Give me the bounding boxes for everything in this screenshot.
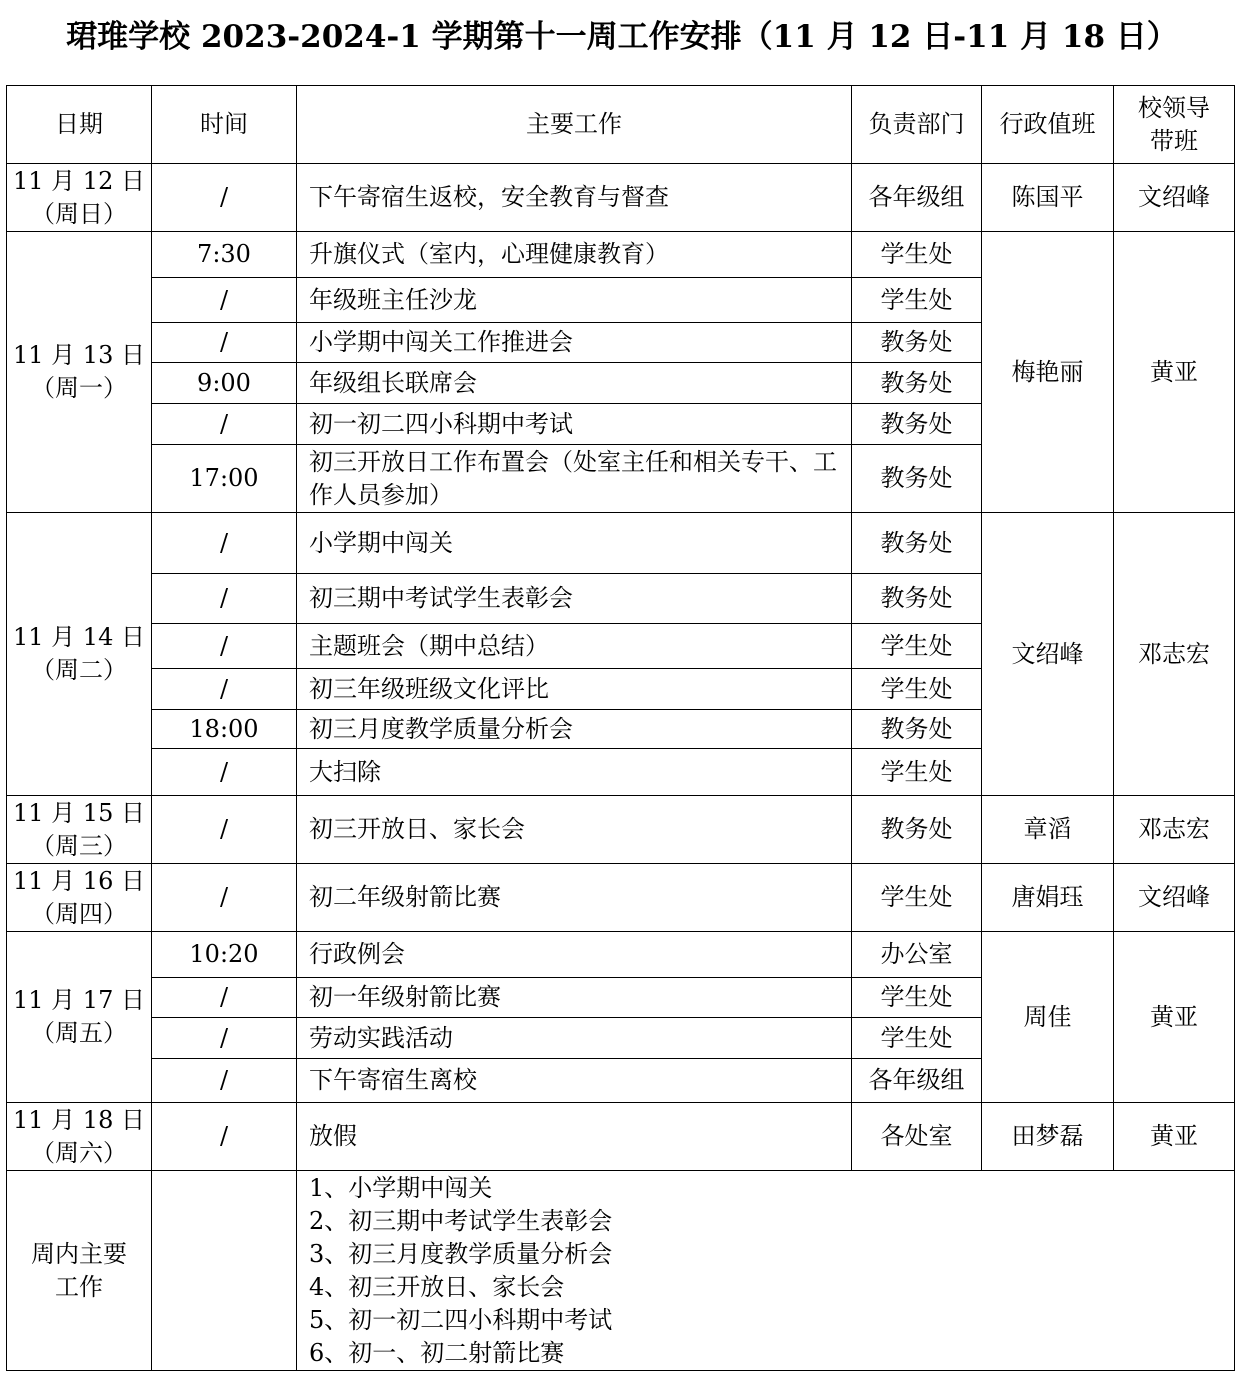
work-cell: 下午寄宿生返校，安全教育与督查 [297,164,852,232]
date-cell [7,796,152,864]
weekday-text: （周一） [31,374,127,402]
date-text: 11 月 12 日 [13,166,145,195]
time-cell: / [152,624,297,669]
time-cell: / [152,278,297,323]
summary-list [297,1171,1235,1371]
date-cell [7,864,152,932]
dept-cell: 学生处 [852,624,982,669]
work-cell: 初三期中考试学生表彰会 [297,574,852,624]
date-cell [7,232,152,513]
work-cell: 劳动实践活动 [297,1018,852,1059]
duty-cell: 陈国平 [982,164,1114,232]
summary-row [7,1171,1235,1371]
work-cell: 主题班会（期中总结） [297,624,852,669]
time-cell: / [152,749,297,796]
header-time: 时间 [152,86,297,164]
work-cell: 初三年级班级文化评比 [297,669,852,710]
dept-cell: 教务处 [852,363,982,404]
duty-cell: 周佳 [982,932,1114,1103]
dept-cell: 各年级组 [852,164,982,232]
work-cell: 升旗仪式（室内，心理健康教育） [297,232,852,278]
work-cell: 初二年级射箭比赛 [297,864,852,932]
time-cell: / [152,323,297,363]
leader-cell: 文绍峰 [1114,864,1235,932]
list-item: 3、初三月度教学质量分析会 [309,1239,613,1268]
date-text: 11 月 17 日 [13,986,145,1014]
summary-label-line1: 周内主要 [31,1239,127,1268]
work-cell: 小学期中闯关 [297,513,852,574]
time-cell: / [152,978,297,1018]
weekday-text: （周五） [31,1019,127,1047]
header-leader [1114,86,1235,164]
table-row [7,513,1235,574]
leader-cell: 文绍峰 [1114,164,1235,232]
work-cell: 初一初二四小科期中考试 [297,404,852,445]
list-item: 4、初三开放日、家长会 [309,1272,565,1301]
list-item: 6、初一、初二射箭比赛 [309,1338,565,1367]
work-cell: 初三开放日工作布置会（处室主任和相关专干、工作人员参加） [297,445,852,513]
weekday-text: （周日） [31,199,127,228]
dept-cell: 学生处 [852,669,982,710]
date-text: 11 月 13 日 [13,341,145,369]
table-row [7,932,1235,978]
date-text: 11 月 16 日 [13,866,145,895]
dept-cell: 教务处 [852,404,982,445]
work-cell: 下午寄宿生离校 [297,1059,852,1103]
work-cell: 年级班主任沙龙 [297,278,852,323]
time-cell: / [152,513,297,574]
dept-cell: 各处室 [852,1103,982,1171]
time-cell: / [152,1018,297,1059]
header-leader-line2: 带班 [1150,126,1198,155]
duty-cell: 文绍峰 [982,513,1114,796]
duty-cell: 唐娟珏 [982,864,1114,932]
weekday-text: （周三） [31,831,127,860]
work-cell: 放假 [297,1103,852,1171]
list-item: 1、小学期中闯关 [309,1173,493,1202]
table-row [7,1103,1235,1171]
header-leader-line1: 校领导 [1138,93,1210,122]
leader-cell: 黄亚 [1114,232,1235,513]
duty-cell: 梅艳丽 [982,232,1114,513]
time-cell: / [152,574,297,624]
weekday-text: （周四） [31,899,127,928]
list-item: 2、初三期中考试学生表彰会 [309,1206,613,1235]
page-title: 珺琟学校 2023-2024-1 学期第十一周工作安排（11 月 12 日-11 月 18 日） [66,19,1178,55]
time-cell: / [152,1059,297,1103]
dept-cell: 学生处 [852,864,982,932]
work-cell: 初一年级射箭比赛 [297,978,852,1018]
dept-cell: 教务处 [852,323,982,363]
date-text: 11 月 18 日 [13,1105,145,1134]
dept-cell: 学生处 [852,278,982,323]
header-row [7,86,1235,164]
time-cell: 9:00 [152,363,297,404]
dept-cell: 办公室 [852,932,982,978]
work-cell: 小学期中闯关工作推进会 [297,323,852,363]
date-cell [7,164,152,232]
work-cell: 行政例会 [297,932,852,978]
time-cell: 18:00 [152,710,297,749]
duty-cell: 田梦磊 [982,1103,1114,1171]
leader-cell: 黄亚 [1114,932,1235,1103]
date-cell [7,1103,152,1171]
duty-cell: 章滔 [982,796,1114,864]
dept-cell: 学生处 [852,978,982,1018]
table-row [7,864,1235,932]
time-cell: 7:30 [152,232,297,278]
time-cell: / [152,864,297,932]
schedule-table [6,85,1235,1371]
dept-cell: 学生处 [852,1018,982,1059]
time-cell: / [152,164,297,232]
time-cell: / [152,1103,297,1171]
leader-cell: 黄亚 [1114,1103,1235,1171]
time-cell: 10:20 [152,932,297,978]
dept-cell: 各年级组 [852,1059,982,1103]
time-cell: 17:00 [152,445,297,513]
table-row [7,232,1235,278]
weekday-text: （周六） [31,1138,127,1167]
date-cell [7,513,152,796]
work-cell: 初三月度教学质量分析会 [297,710,852,749]
leader-cell: 邓志宏 [1114,513,1235,796]
list-item: 5、初一初二四小科期中考试 [309,1305,613,1334]
time-cell: / [152,796,297,864]
time-cell: / [152,404,297,445]
dept-cell: 教务处 [852,710,982,749]
leader-cell: 邓志宏 [1114,796,1235,864]
work-cell: 年级组长联席会 [297,363,852,404]
dept-cell: 学生处 [852,232,982,278]
dept-cell: 教务处 [852,796,982,864]
time-cell: / [152,669,297,710]
dept-cell: 教务处 [852,445,982,513]
table-row [7,796,1235,864]
header-date: 日期 [7,86,152,164]
header-dept: 负责部门 [852,86,982,164]
summary-empty-cell [152,1171,297,1371]
weekday-text: （周二） [31,656,127,684]
dept-cell: 教务处 [852,574,982,624]
work-cell: 大扫除 [297,749,852,796]
summary-label-line2: 工作 [55,1272,103,1301]
header-duty: 行政值班 [982,86,1114,164]
table-row [7,164,1235,232]
date-text: 11 月 14 日 [13,623,145,651]
header-work: 主要工作 [297,86,852,164]
dept-cell: 教务处 [852,513,982,574]
work-cell: 初三开放日、家长会 [297,796,852,864]
date-cell [7,932,152,1103]
date-text: 11 月 15 日 [13,798,145,827]
summary-label [7,1171,152,1371]
dept-cell: 学生处 [852,749,982,796]
